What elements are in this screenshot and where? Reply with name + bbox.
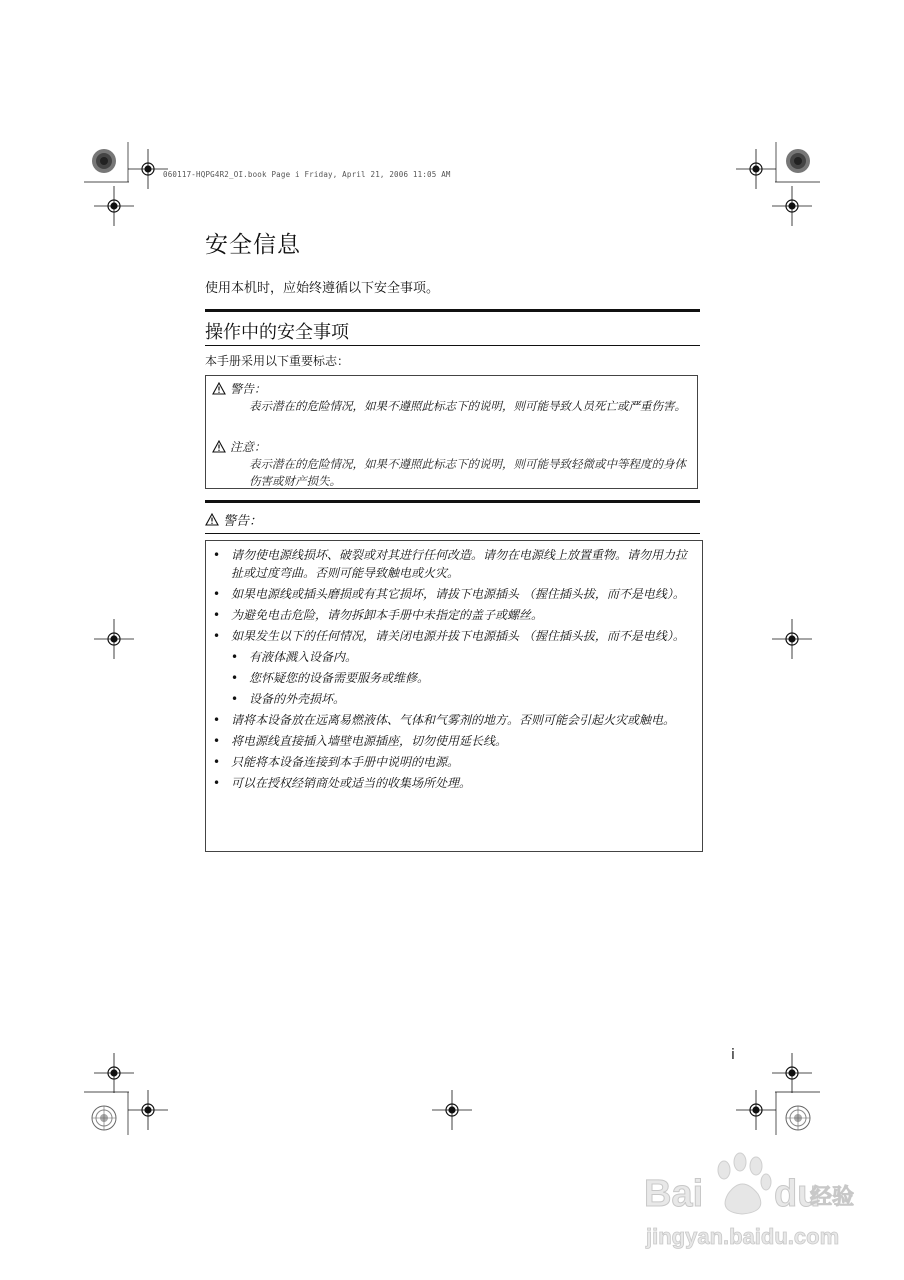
warning-item-text: 只能将本设备连接到本手册中说明的电源。 (231, 754, 460, 769)
color-target-icon (786, 149, 810, 173)
warning-item-text: 将电源线直接插入墙壁电源插座，切勿使用延长线。 (231, 733, 508, 748)
legend-label-text: 注意： (230, 440, 267, 454)
intro-text: 使用本机时，应始终遵循以下安全事项。 (205, 281, 440, 296)
warning-item-text: 请将本设备放在远离易燃液体、气体和气雾剂的地方。否则可能会引起火灾或触电。 (231, 712, 676, 727)
watermark-brand-cn: 经验 (810, 1185, 855, 1210)
legend-caution-label (212, 438, 266, 455)
watermark-brand-right: du (774, 1173, 821, 1215)
warning-item-text: 有液体溅入设备内。 (249, 649, 358, 664)
section-rule-bottom (205, 345, 700, 346)
print-header: 060117-HQPG4R2_OI.book Page i Friday, April 21, 2006 11:05 AM (163, 170, 451, 179)
warning-rule-top (205, 500, 700, 503)
bullet-icon: • (213, 733, 221, 748)
bullet-icon: • (213, 775, 221, 790)
color-target-icon (786, 1106, 810, 1130)
watermark-url: jingyan.baidu.com (646, 1224, 840, 1249)
registration-mark-icon (94, 1053, 134, 1093)
warning-item (213, 775, 694, 793)
registration-mark-icon (772, 1053, 812, 1093)
legend-label-text: 警告： (230, 382, 267, 396)
bullet-icon: • (213, 754, 221, 769)
legend-warning-text: 表示潜在的危险情况，如果不遵照此标志下的说明，则可能导致人员死亡或严重伤害。 (249, 399, 686, 413)
page-number: i (731, 1047, 735, 1063)
registration-mark-icon (128, 149, 168, 189)
bullet-icon: • (231, 691, 239, 706)
registration-mark-icon (128, 1090, 168, 1130)
warning-item (213, 712, 694, 730)
warning-triangle-icon (212, 382, 226, 395)
warning-sub-item (213, 670, 694, 688)
bullet-icon: • (231, 670, 239, 685)
registration-mark-icon (736, 149, 776, 189)
warning-list (213, 547, 694, 792)
legend-intro: 本手册采用以下重要标志： (205, 354, 350, 368)
legend-box (205, 375, 698, 489)
section-rule-top (205, 309, 700, 312)
warning-item-text: 您怀疑您的设备需要服务或维修。 (249, 670, 430, 685)
warning-item (213, 733, 694, 751)
registration-mark-icon (94, 619, 134, 659)
section-title: 操作中的安全事项 (205, 322, 349, 343)
warning-item-text: 可以在授权经销商处或适当的收集场所处理。 (231, 775, 472, 790)
bullet-icon: • (213, 628, 221, 643)
registration-mark-icon (772, 186, 812, 226)
legend-warning-label (212, 380, 266, 397)
color-target-icon (92, 149, 116, 173)
registration-mark-icon (772, 619, 812, 659)
bullet-icon: • (213, 548, 221, 562)
warning-item (213, 628, 694, 646)
warning-item (213, 607, 694, 625)
watermark-brand-left: Bai (644, 1173, 704, 1215)
warning-item-text: 设备的外壳损坏。 (249, 691, 346, 706)
warning-item (213, 586, 694, 604)
registration-mark-icon (736, 1090, 776, 1130)
warning-heading (205, 510, 262, 529)
warning-rule-bottom (205, 533, 700, 534)
bullet-icon: • (213, 712, 221, 727)
registration-mark-icon (94, 186, 134, 226)
bullet-icon: • (213, 586, 221, 601)
warning-item-text: 如果发生以下的任何情况，请关闭电源并拔下电源插头 （握住插头拔，而不是电线）。 (231, 628, 685, 643)
legend-caution-text: 表示潜在的危险情况，如果不遵照此标志下的说明，则可能导致轻微或中等程度的身体伤害或财产损失。 (249, 457, 686, 488)
baidu-watermark (642, 1140, 862, 1260)
warning-item (213, 754, 694, 772)
bullet-icon: • (231, 649, 239, 664)
warning-sub-item (213, 649, 694, 667)
registration-mark-icon (432, 1090, 472, 1130)
warning-triangle-icon (205, 513, 219, 526)
page-title: 安全信息 (205, 232, 301, 258)
warning-item-text: 为避免电击危险，请勿拆卸本手册中未指定的盖子或螺丝。 (231, 607, 544, 622)
warning-box (205, 540, 703, 852)
bullet-icon: • (213, 607, 221, 622)
color-target-icon (92, 1106, 116, 1130)
caution-triangle-icon (212, 440, 226, 453)
warning-item (213, 547, 694, 582)
warning-item-text: 请勿使电源线损坏、破裂或对其进行任何改造。请勿在电源线上放置重物。请勿用力拉扯或过度弯曲。否则可能导致触电或火灾。 (231, 548, 688, 580)
warning-item-text: 如果电源线或插头磨损或有其它损坏，请拔下电源插头 （握住插头拔，而不是电线）。 (231, 586, 685, 601)
warning-sub-item (213, 691, 694, 709)
warning-heading-text: 警告： (223, 514, 263, 529)
